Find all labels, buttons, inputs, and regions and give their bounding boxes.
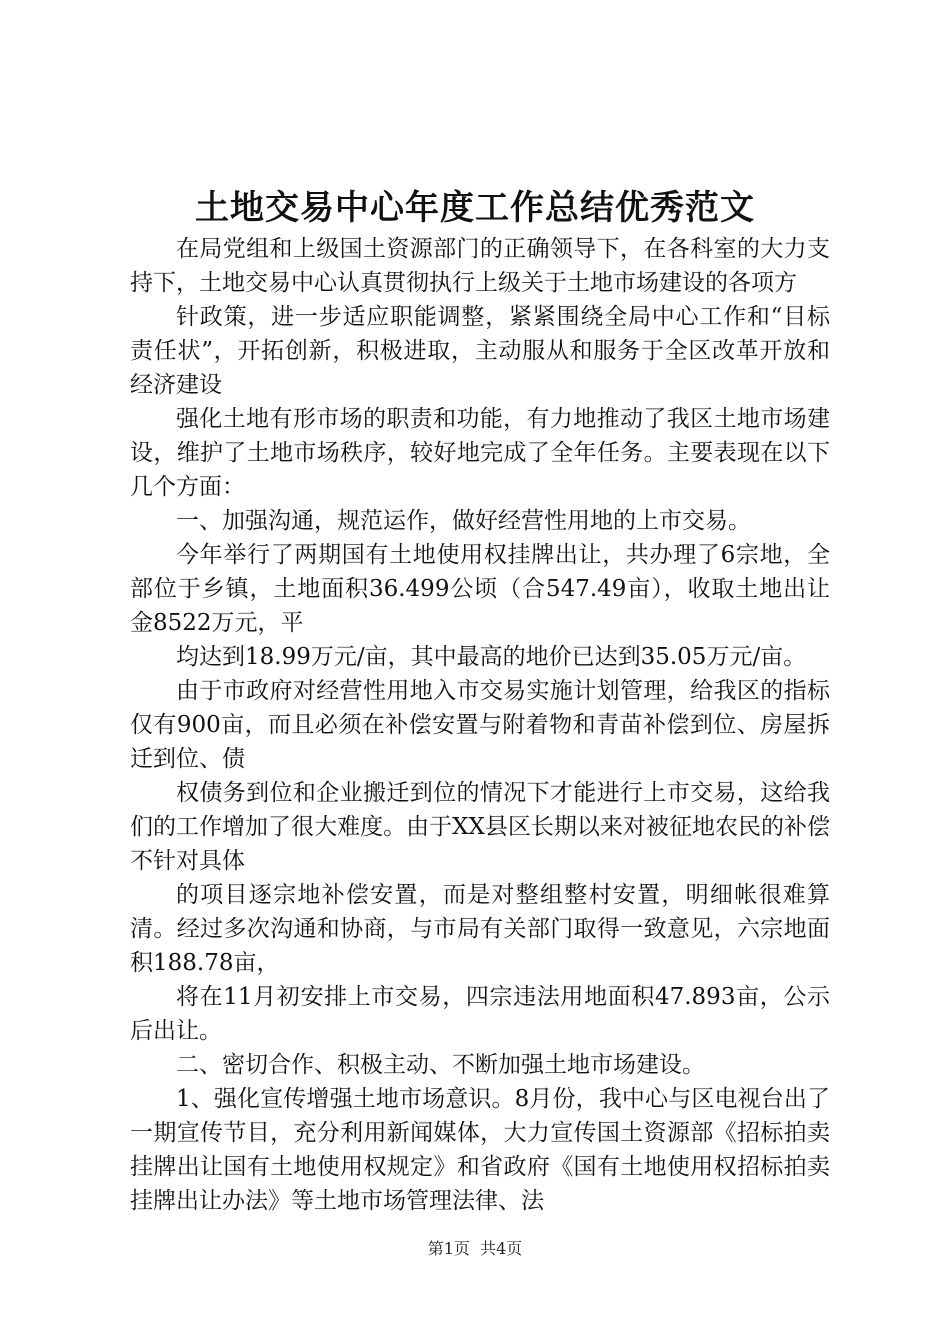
document-body [130, 232, 830, 1218]
paragraph: 将在11月初安排上市交易，四宗违法用地面积47.893亩，公示后出让。 [130, 984, 830, 1044]
paragraph: 的项目逐宗地补偿安置，而是对整组整村安置，明细帐很难算清。经过多次沟通和协商，与市局有关部门取得一致意见，六宗地面积188.78亩， [130, 882, 830, 976]
page-footer [0, 1238, 950, 1260]
section-heading: 一、加强沟通，规范运作，做好经营性用地的上市交易。 [176, 508, 751, 534]
section-heading: 二、密切合作、积极主动、不断加强土地市场建设。 [176, 1052, 705, 1078]
paragraph: 权债务到位和企业搬迁到位的情况下才能进行上市交易，这给我们的工作增加了很大难度。由于XX县区长期以来对被征地农民的补偿不针对具体 [130, 780, 830, 874]
paragraph: 由于市政府对经营性用地入市交易实施计划管理，给我区的指标仅有900亩，而且必须在补偿安置与附着物和青苗补偿到位、房屋拆迁到位、债 [130, 678, 830, 772]
paragraph: 强化土地有形市场的职责和功能，有力地推动了我区土地市场建设，维护了土地市场秩序，较好地完成了全年任务。主要表现在以下几个方面： [130, 406, 830, 500]
paragraph: 今年举行了两期国有土地使用权挂牌出让，共办理了6宗地，全部位于乡镇，土地面积36.499公顷（合547.49亩），收取土地出让金8522万元，平 [130, 542, 830, 636]
paragraph: 均达到18.99万元/亩，其中最高的地价已达到35.05万元/亩。 [176, 644, 807, 670]
paragraph: 针政策，进一步适应职能调整，紧紧围绕全局中心工作和“目标责任状”，开拓创新，积极进取，主动服从和服务于全区改革开放和经济建设 [130, 304, 830, 398]
paragraph: 在局党组和上级国土资源部门的正确领导下，在各科室的大力支持下，土地交易中心认真贯彻执行上级关于土地市场建设的各项方 [130, 236, 830, 296]
paragraph: 1、强化宣传增强土地市场意识。8月份，我中心与区电视台出了一期宣传节目，充分利用新闻媒体，大力宣传国土资源部《招标拍卖挂牌出让国有土地使用权规定》和省政府《国有土地使用权招标拍卖挂牌出让办法》等土地市场管理法律、法 [130, 1086, 830, 1214]
document-title: 土地交易中心年度工作总结优秀范文 [195, 188, 755, 228]
page-number-label: 第1页 共4页 [427, 1239, 523, 1258]
